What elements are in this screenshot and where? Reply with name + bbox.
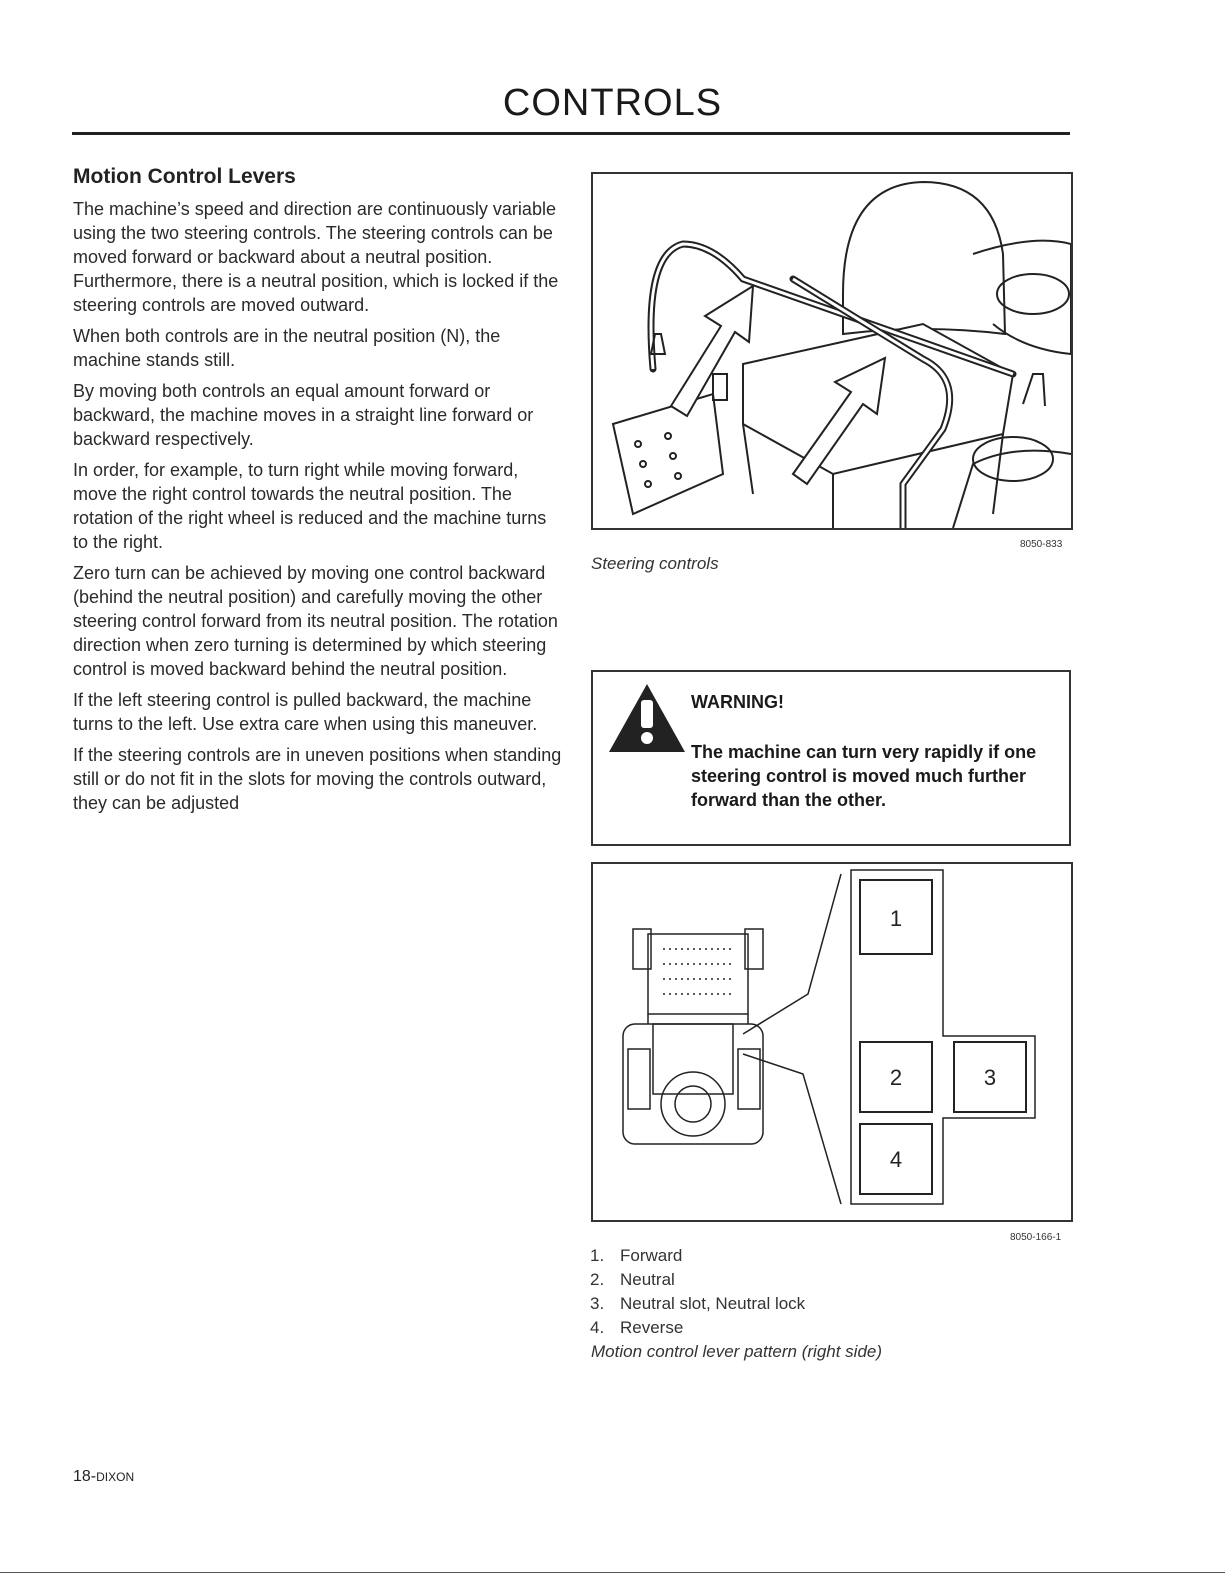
main-text-column <box>73 165 563 822</box>
warning-box <box>591 670 1071 846</box>
figure-caption: Motion control lever pattern (right side) <box>591 1342 883 1361</box>
title-divider <box>72 132 1070 135</box>
warning-title: WARNING! <box>691 692 784 712</box>
figure-code: 8050-166-1 <box>1010 1232 1062 1243</box>
slot-label-3: 3 <box>983 1065 997 1090</box>
warning-triangle-icon <box>607 682 687 754</box>
legend-item: 3. Neutral slot, Neutral lock <box>590 1294 806 1313</box>
figure-legend <box>590 1244 805 1340</box>
steering-controls-illustration <box>593 174 1071 528</box>
paragraph: By moving both controls an equal amount forward or backward, the machine moves in a straight line forward or backward respectively. <box>73 381 534 449</box>
paragraph: If the steering controls are in uneven positions when standing still or do not fit in the slots for moving the controls outward, they can be adjusted <box>73 745 562 813</box>
page-number: 18- <box>73 1468 97 1485</box>
bottom-edge-line <box>0 1572 1225 1573</box>
slot-label-1: 1 <box>889 906 903 931</box>
paragraph: When both controls are in the neutral position (N), the machine stands still. <box>73 326 501 370</box>
legend-item: 1. Forward <box>590 1246 683 1265</box>
figure-caption: Steering controls <box>591 554 719 573</box>
page-footer <box>73 1468 134 1486</box>
paragraph: The machine’s speed and direction are continuously variable using the two steering controls. The steering controls can be moved forward or backward about a neutral position. Furthermore, there is a neutral position, which is locked if the steering controls are moved outward. <box>73 199 559 315</box>
slot-label-2: 2 <box>889 1065 903 1090</box>
page-title: CONTROLS <box>502 82 723 124</box>
paragraph: Zero turn can be achieved by moving one control backward (behind the neutral position) and carefully moving the other steering control forward from its neutral position. The rotation direction when zero turning is determined by which steering control is moved backward behind the neutral position. <box>73 563 558 679</box>
legend-item: 4. Reverse <box>590 1318 684 1337</box>
legend-item: 2. Neutral <box>590 1270 675 1289</box>
figure-code: 8050-833 <box>1020 539 1063 550</box>
paragraph: If the left steering control is pulled backward, the machine turns to the left. Use extra care when using this maneuver. <box>73 690 538 734</box>
brand-name: DIXON <box>96 1470 135 1484</box>
warning-text: The machine can turn very rapidly if one steering control is moved much further forward than the other. <box>691 742 1037 810</box>
section-heading: Motion Control Levers <box>73 165 296 188</box>
lever-pattern-figure <box>591 862 1073 1222</box>
steering-controls-figure <box>591 172 1073 530</box>
paragraph: In order, for example, to turn right while moving forward, move the right control towards the neutral position. The rotation of the right wheel is reduced and the machine turns to the right. <box>73 460 547 552</box>
slot-label-4: 4 <box>889 1147 903 1172</box>
lever-pattern-illustration <box>593 864 1071 1220</box>
